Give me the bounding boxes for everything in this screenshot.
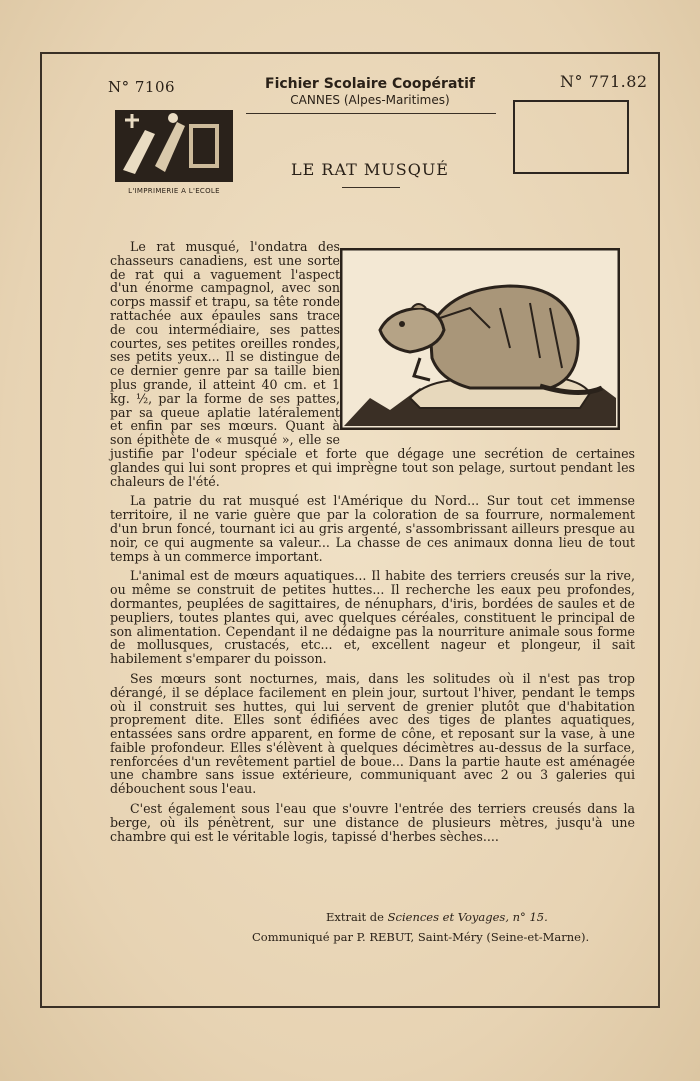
file-number-right: N° 771.82 [560,72,648,91]
header-block [245,76,495,107]
stamp-box [513,100,629,174]
header-title: Fichier Scolaire Coopératif [265,76,475,92]
article-paragraph: C'est également sous l'eau que s'ouvre l'entrée des terriers creusés dans la berge, où ils pénètrent, sur une distance de plusieurs mètres, jusqu'à une chambre qui est le véritable logis, tapissé d'herbes sèches.... [110,801,635,844]
source-credit-title: Sciences et Voyages, n° 15. [387,910,548,924]
title-rule [342,187,400,188]
source-credit [326,910,548,924]
header-subtitle: CANNES (Alpes-Maritimes) [290,93,450,107]
article-paragraph: Ses mœurs sont nocturnes, mais, dans les solitudes où il n'est pas trop dérangé, il se déplace facilement en plein jour, surtout l'hiver, pendant le temps où il construit ses huttes, qui lui servent de grenier plutôt que d'habitation proprement dite. Elles sont édifiées avec des tiges de plantes aquatiques, entassées sans ordre apparent, en forme de cône, et reposant sur la vase, à une faible profondeur. Elles s'élèvent à quelques décimètres au-dessus de la surface, renforcées d'un revêtement partiel de boue... Dans la partie haute est aménagée une chambre sans issue extérieure, communiquant avec 2 ou 3 galeries qui débouchent sous l'eau. [110,670,635,797]
article-body [110,240,635,849]
source-credit-prefix: Extrait de [326,910,384,924]
header-rule [246,113,496,114]
logo-caption: L'IMPRIMERIE A L'ECOLE [128,187,220,195]
article-paragraph: L'animal est de mœurs aquatiques... Il habite des terriers creusés sur la rive, ou même se construit de petites huttes... Il recherche les eaux peu profondes, dormantes, peuplées de sagittaires, de nénuphars, d'iris, bordées de saules et de peupliers, toutes plantes qui, avec quelques céréales, constituent le principal de son alimentation. Cependant il ne dédaigne pas la nourriture animale sous forme de mollusques, crustacés, etc... et, excellent nageur et plongeur, il sait habilement s'emparer du poisson. [110,568,635,667]
page-title: LE RAT MUSQUÉ [291,160,449,179]
illustration-spacer [340,240,635,436]
article-paragraph: La patrie du rat musqué est l'Amérique du Nord... Sur tout cet immense territoire, il ne varie guère que par la coloration de sa fourrure, normalement d'un brun foncé, tournant ici au gris argenté, s'assombrissant ailleurs presque au noir, ce qui augmente sa valeur... La chasse de ces animaux donna lieu de tout temps à un commerce important. [110,493,635,564]
article-paragraph: Le rat musqué, l'ondatra des chasseurs canadiens, est une sorte de rat qui a vaguement l'aspect d'un énorme campagnol, avec son corps massif et trapu, sa tête ronde rattachée aux épaules sans trace de cou intermédiaire, ses pattes courtes, ses petites oreilles rondes, ses petits yeux... Il se distingue de ce dernier genre par sa taille bien plus grande, il atteint 40 cm. et 1 kg. ½, par la forme de ses pattes, par sa queue aplatie latéralement et enfin par ses mœurs. Quant à son épithète de « musqué », elle se justifie par l'odeur spéciale et forte que dégage une secrétion de certaines glandes qui lui sont propres et qui imprègne tout son pelage, surtout pendant les chaleurs de l'été. [110,239,635,489]
communicated-by: Communiqué par P. REBUT, Saint-Méry (Seine-et-Marne). [252,930,590,944]
printing-press-logo-icon [115,110,233,182]
file-number-left: N° 7106 [108,78,176,96]
